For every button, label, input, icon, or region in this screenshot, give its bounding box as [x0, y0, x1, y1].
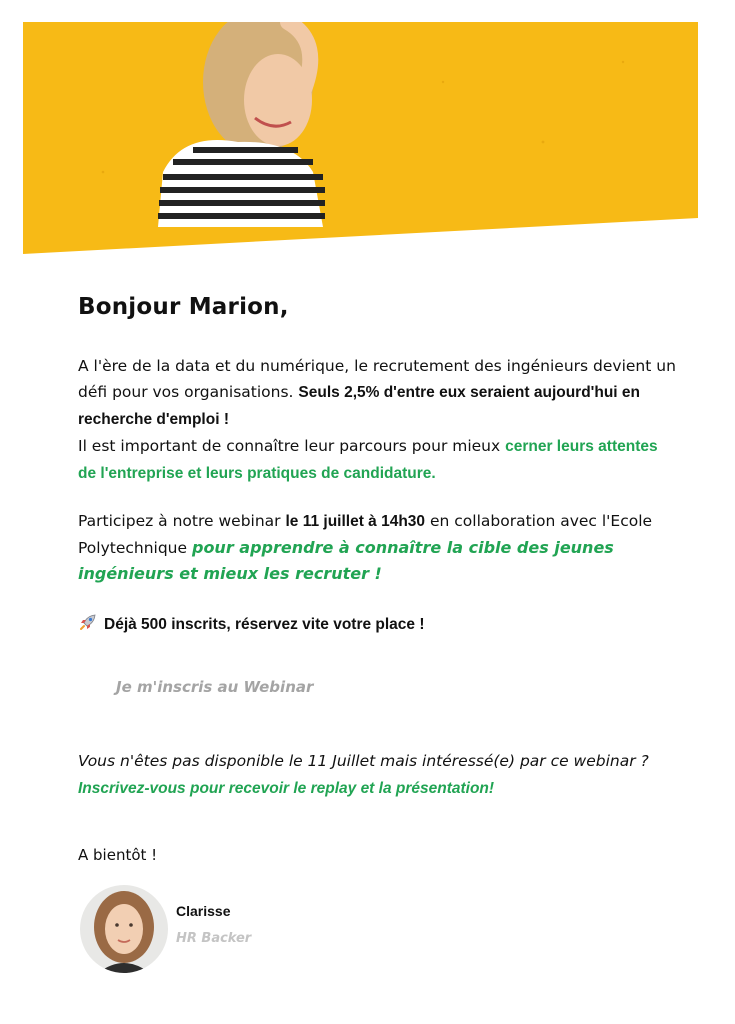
replay-paragraph — [78, 748, 678, 802]
intro-text: A l'ère de la data et du numérique, le recrutement des ingénieurs devient un défi pour vos organisations. — [78, 357, 676, 401]
registrations-text: Déjà 500 inscrits, réservez vite votre place ! — [104, 615, 425, 633]
webinar-date: le 11 juillet à 14h30 — [285, 513, 426, 530]
intro-highlight: Seuls 2,5% d'entre eux seraient aujourd'hui en recherche d'emploi ! — [78, 384, 641, 428]
replay-signup-link[interactable]: Inscrivez-vous pour recevoir le replay et la présentation! — [78, 780, 495, 797]
intro-paragraph — [78, 353, 678, 487]
webinar-paragraph — [78, 508, 678, 587]
webinar-green-highlight: pour apprendre à connaître la cible des jeunes ingénieurs et mieux les recruter ! — [78, 538, 614, 583]
replay-question: Vous n'êtes pas disponible le 11 Juillet mais intéressé(e) par ce webinar ? — [78, 752, 649, 770]
register-webinar-button[interactable]: Je m'inscris au Webinar — [116, 678, 314, 696]
intro-green-highlight: cerner leurs attentes de l'entreprise et leurs pratiques de candidature. — [78, 438, 658, 482]
webinar-text-2: en collaboration avec l'Ecole Polytechnique — [78, 512, 653, 557]
webinar-text: Participez à notre webinar — [78, 512, 286, 530]
signature-role: HR Backer — [176, 931, 252, 946]
signature-name: Clarisse — [176, 903, 231, 919]
closing-text: A bientôt ! — [78, 846, 158, 864]
header-banner — [23, 22, 698, 254]
avatar — [80, 885, 168, 973]
rocket-icon — [78, 612, 98, 637]
header-photo — [23, 22, 698, 254]
intro-text-2: Il est important de connaître leur parcours pour mieux — [78, 437, 506, 455]
greeting-heading: Bonjour Marion, — [78, 294, 289, 320]
registrations-line — [78, 612, 678, 637]
